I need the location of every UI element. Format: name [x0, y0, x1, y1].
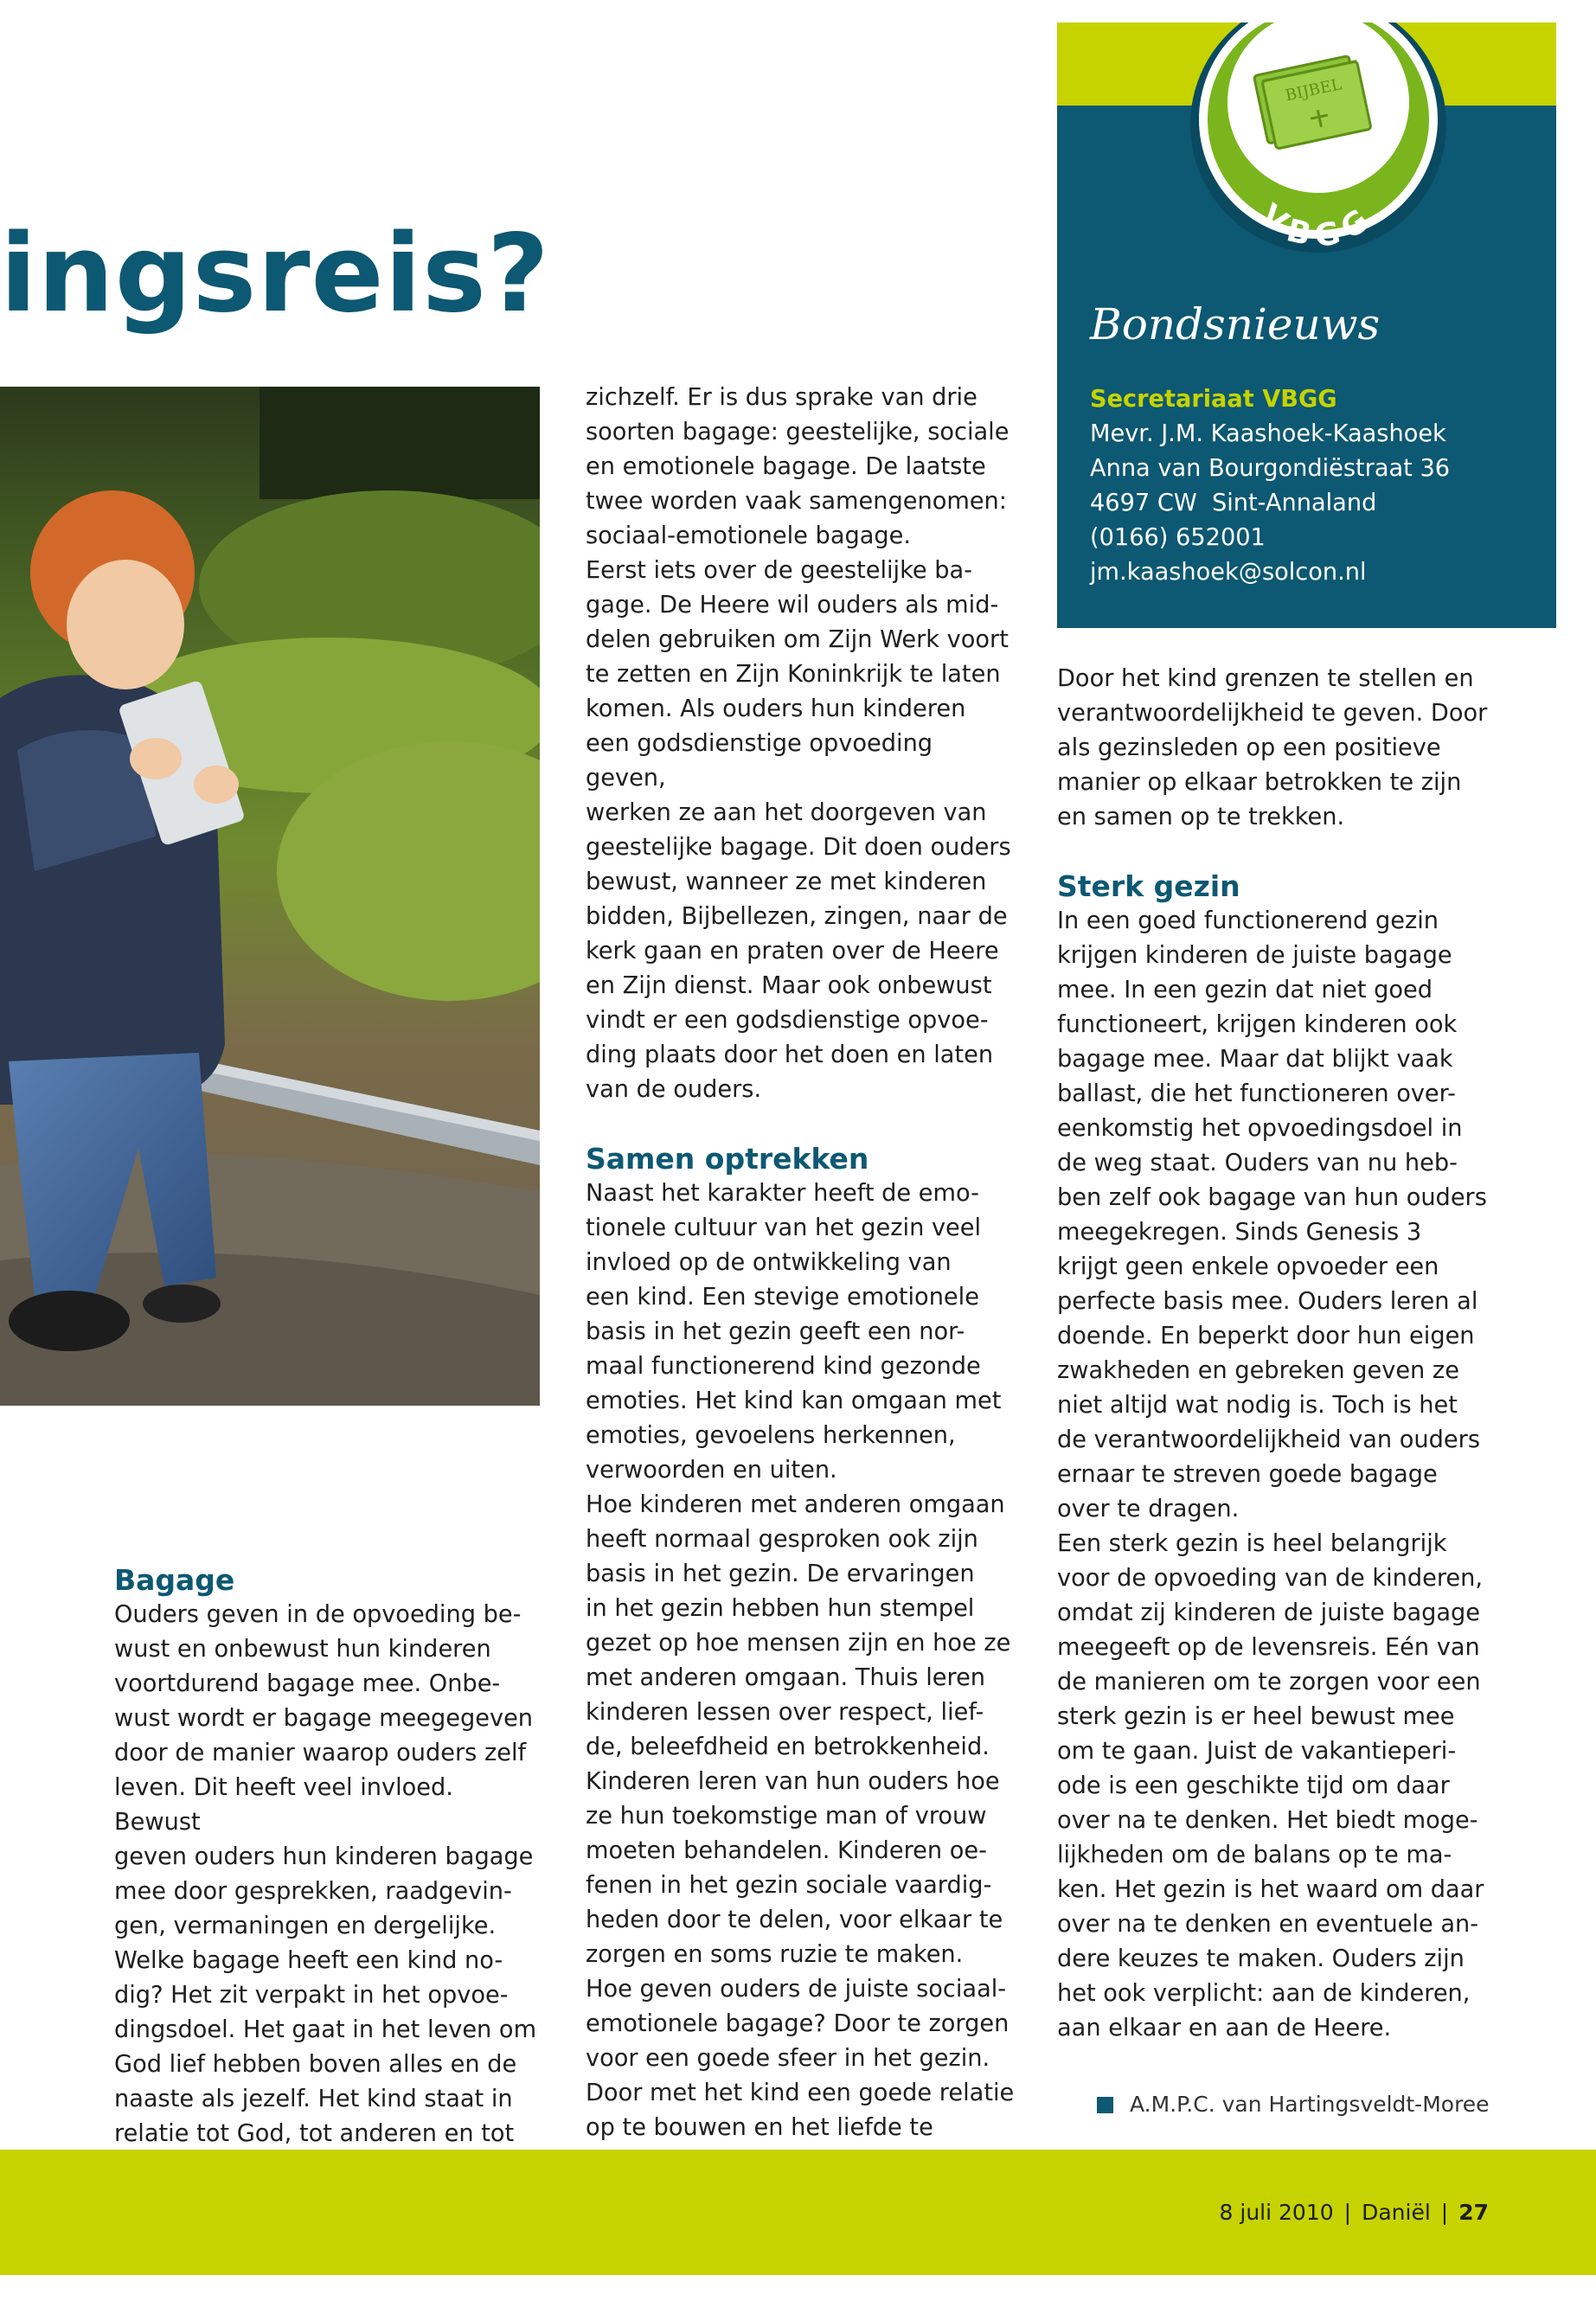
text-line: ode is een geschikte tijd om daar	[1057, 1772, 1450, 1799]
text-line: omdat zij kinderen de juiste bagage	[1057, 1599, 1481, 1626]
text-line: emotionele bagage? Door te zorgen	[586, 2010, 1010, 2037]
footer-separator: |	[1343, 2200, 1352, 2225]
text-line: bidden, Bijbellezen, zingen, naar de	[586, 903, 1008, 930]
text-line: gezet op hoe mensen zijn en hoe ze	[586, 1630, 1011, 1657]
contact-street: Anna van Bourgondiëstraat 36	[1090, 455, 1451, 482]
text-line: niet altijd wat nodig is. Toch is het	[1057, 1392, 1458, 1419]
text-line: zorgen en soms ruzie te maken.	[586, 1941, 964, 1968]
contact-block	[1090, 382, 1450, 590]
text-line: wust wordt er bagage meegegeven	[114, 1705, 534, 1732]
contact-city: 4697 CW Sint-Annaland	[1090, 490, 1377, 516]
text-line: dere keuzes te maken. Ouders zijn	[1057, 1945, 1465, 1972]
text-line: heden door te delen, voor elkaar te	[586, 1907, 1003, 1933]
text-line: twee worden vaak samengenomen:	[586, 488, 1007, 515]
author-name: A.M.P.C. van Hartingsveldt-Moree	[1130, 2092, 1490, 2117]
photo-child-drinking-icon	[0, 387, 540, 1406]
text-line: moeten behandelen. Kinderen oe-	[586, 1837, 987, 1864]
text-line: het ook verplicht: aan de kinderen,	[1057, 1980, 1471, 2007]
text-line: ben zelf ook bagage van hun ouders	[1057, 1184, 1487, 1211]
text-line: krijgen kinderen de juiste bagage	[1057, 942, 1452, 969]
heading-bagage: Bagage	[114, 1563, 235, 1597]
square-bullet-icon	[1097, 2097, 1113, 2113]
text-line: perfecte basis mee. Ouders leren al	[1057, 1288, 1478, 1315]
text-line: geestelijke bagage. Dit doen ouders	[586, 834, 1011, 861]
text-line: Naast het karakter heeft de emo-	[586, 1180, 979, 1207]
text-line: ken. Het gezin is het waard om daar	[1057, 1876, 1484, 1903]
text-line: voor de opvoeding van de kinderen,	[1057, 1565, 1484, 1592]
text-line: emoties, gevoelens herkennen,	[586, 1422, 956, 1449]
contact-label: Secretariaat VBGG	[1090, 386, 1337, 413]
text-line: naaste als jezelf. Het kind staat in	[114, 2086, 513, 2112]
text-line: mee. In een gezin dat niet goed	[1057, 977, 1433, 1003]
text-line: manier op elkaar betrokken te zijn	[1057, 769, 1462, 796]
text-line: komen. Als ouders hun kinderen	[586, 695, 966, 722]
text-line: invloed op de ontwikkeling van	[586, 1249, 952, 1276]
contact-name: Mevr. J.M. Kaashoek-Kaashoek	[1090, 420, 1446, 447]
text-line: meegekregen. Sinds Genesis 3	[1057, 1219, 1422, 1246]
text-line: aan elkaar en aan de Heere.	[1057, 2015, 1392, 2041]
text-line: verwoorden en uiten.	[586, 1457, 837, 1484]
text-line: bewust, wanneer ze met kinderen	[586, 868, 987, 895]
text-line: basis in het gezin. De ervaringen	[586, 1561, 975, 1587]
text-line: Door met het kind een goede relatie	[586, 2080, 1015, 2106]
text-line: gen, vermaningen en dergelijke.	[114, 1913, 497, 1939]
text-line: dig? Het zit verpakt in het opvoe-	[114, 1982, 509, 2009]
text-line: zichzelf. Er is dus sprake van drie	[586, 384, 977, 411]
text-line: Eerst iets over de geestelijke ba-	[586, 557, 972, 584]
vbgg-bible-logo-icon	[1189, 22, 1448, 282]
text-line: en Zijn dienst. Maar ook onbewust	[586, 972, 992, 999]
text-line: met anderen omgaan. Thuis leren	[586, 1664, 986, 1691]
text-line: mee door gesprekken, raadgevin-	[114, 1878, 512, 1905]
text-line: vindt er een godsdienstige opvoe-	[586, 1007, 989, 1034]
footer-separator: |	[1440, 2200, 1449, 2225]
bondsnieuws-box	[1057, 22, 1556, 628]
text-line: relatie tot God, tot anderen en tot	[114, 2120, 515, 2147]
text-line: basis in het gezin geeft een nor-	[586, 1318, 965, 1345]
text-line: voortdurend bagage mee. Onbe-	[114, 1670, 501, 1697]
text-line: Door het kind grenzen te stellen en	[1057, 665, 1474, 692]
text-line: wust en onbewust hun kinderen	[114, 1636, 491, 1663]
text-line: kinderen lessen over respect, lief-	[586, 1699, 984, 1726]
text-line: een kind. Een stevige emotionele	[586, 1284, 979, 1311]
page-footer	[0, 2150, 1596, 2275]
text-line: dingsdoel. Het gaat in het leven om	[114, 2016, 537, 2043]
text-line: in het gezin hebben hun stempel	[586, 1595, 975, 1622]
text-line: functioneert, krijgen kinderen ook	[1057, 1011, 1458, 1038]
paragraph-gap	[1057, 835, 1498, 869]
text-line: Kinderen leren van hun ouders hoe	[586, 1768, 1000, 1795]
text-line: Welke bagage heeft een kind no-	[114, 1947, 503, 1974]
text-line: om te gaan. Juist de vakantieperi-	[1057, 1738, 1457, 1765]
text-line: op te bouwen en het liefde te	[586, 2114, 933, 2141]
text-line: verantwoordelijkheid te geven. Door	[1057, 700, 1488, 727]
text-line: gage. De Heere wil ouders als mid-	[586, 592, 999, 619]
text-line: heeft normaal gesproken ook zijn	[586, 1526, 978, 1553]
text-line: fenen in het gezin sociale vaardig-	[586, 1872, 992, 1899]
text-line: eenkomstig het opvoedingsdoel in	[1057, 1115, 1463, 1142]
text-line: maal functionerend kind gezonde	[586, 1353, 981, 1380]
footer-magazine: Daniël	[1362, 2200, 1431, 2225]
text-line: emoties. Het kind kan omgaan met	[586, 1388, 1002, 1414]
text-line: krijgt geen enkele opvoeder een	[1057, 1253, 1439, 1280]
text-line: de, beleefdheid en betrokkenheid.	[586, 1734, 990, 1760]
column-middle	[586, 381, 1018, 2180]
text-line: meegeeft op de levensreis. Eén van	[1057, 1634, 1480, 1661]
logo-text: VBGG	[1253, 197, 1383, 255]
paragraph-gap	[586, 1107, 1018, 1142]
text-line: tionele cultuur van het gezin veel	[586, 1215, 982, 1241]
text-line: soorten bagage: geestelijke, sociale	[586, 419, 1010, 445]
column-left	[114, 1563, 547, 2151]
text-line: de weg staat. Ouders van nu heb-	[1057, 1150, 1458, 1176]
text-line: kerk gaan en praten over de Heere	[586, 938, 999, 965]
text-line: een godsdienstige opvoeding geven,	[586, 730, 933, 792]
article-title: ingsreis?	[0, 212, 550, 336]
heading-sterk-gezin: Sterk gezin	[1057, 869, 1240, 903]
text-line: ballast, die het functioneren over-	[1057, 1080, 1456, 1107]
text-line: voor een goede sfeer in het gezin.	[586, 2045, 990, 2072]
text-line: God lief hebben boven alles en de	[114, 2051, 517, 2078]
author-credit	[1097, 2087, 1490, 2122]
text-line: ernaar te streven goede bagage	[1057, 1461, 1438, 1488]
text-line: door de manier waarop ouders zelf	[114, 1740, 527, 1766]
text-line: lijkheden om de balans op te ma-	[1057, 1842, 1452, 1868]
text-line: en emotionele bagage. De laatste	[586, 453, 986, 480]
column-right	[1057, 662, 1498, 2046]
text-line: doende. En beperkt door hun eigen	[1057, 1323, 1475, 1349]
contact-phone: (0166) 652001	[1090, 524, 1266, 551]
text-line: als gezinsleden op een positieve	[1057, 734, 1441, 761]
text-line: de verantwoordelijkheid van ouders	[1057, 1426, 1480, 1453]
text-line: en samen op te trekken.	[1057, 804, 1345, 830]
text-line: Ouders geven in de opvoeding be-	[114, 1601, 522, 1628]
heading-samen-optrekken: Samen optrekken	[586, 1142, 869, 1176]
text-line: ding plaats door het doen en laten	[586, 1042, 994, 1068]
text-line: te zetten en Zijn Koninkrijk te laten	[586, 661, 1001, 688]
page-number: 27	[1458, 2200, 1489, 2225]
text-line: leven. Dit heeft veel invloed. Bewust	[114, 1774, 453, 1836]
text-line: over na te denken en eventuele an-	[1057, 1911, 1479, 1938]
text-line: Hoe kinderen met anderen omgaan	[586, 1491, 1005, 1518]
text-line: over na te denken. Het biedt moge-	[1057, 1807, 1478, 1834]
text-line: Hoe geven ouders de juiste sociaal-	[586, 1976, 1007, 2003]
text-line: delen gebruiken om Zijn Werk voort	[586, 626, 1009, 653]
sidebar-title: Bondsnieuws	[1090, 299, 1381, 349]
footer-info	[1220, 2200, 1489, 2226]
text-line: de manieren om te zorgen voor een	[1057, 1669, 1481, 1695]
text-line: sterk gezin is er heel bewust mee	[1057, 1703, 1455, 1730]
text-line: In een goed functionerend gezin	[1057, 907, 1439, 934]
logo-book-text: BIJBEL	[1284, 75, 1343, 106]
contact-email[interactable]: jm.kaashoek@solcon.nl	[1090, 559, 1367, 586]
footer-date: 8 juli 2010	[1219, 2200, 1334, 2225]
text-line: bagage mee. Maar dat blijkt vaak	[1057, 1046, 1453, 1073]
article-photo	[0, 387, 540, 1406]
text-line: zwakheden en gebreken geven ze	[1057, 1357, 1459, 1384]
text-line: ze hun toekomstige man of vrouw	[586, 1803, 987, 1830]
text-line: werken ze aan het doorgeven van	[586, 799, 987, 826]
text-line: over te dragen.	[1057, 1496, 1240, 1522]
text-line: van de ouders.	[586, 1076, 762, 1103]
text-line: sociaal-emotionele bagage.	[586, 522, 912, 549]
text-line: geven ouders hun kinderen bagage	[114, 1843, 534, 1870]
text-line: Een sterk gezin is heel belangrijk	[1057, 1530, 1447, 1557]
